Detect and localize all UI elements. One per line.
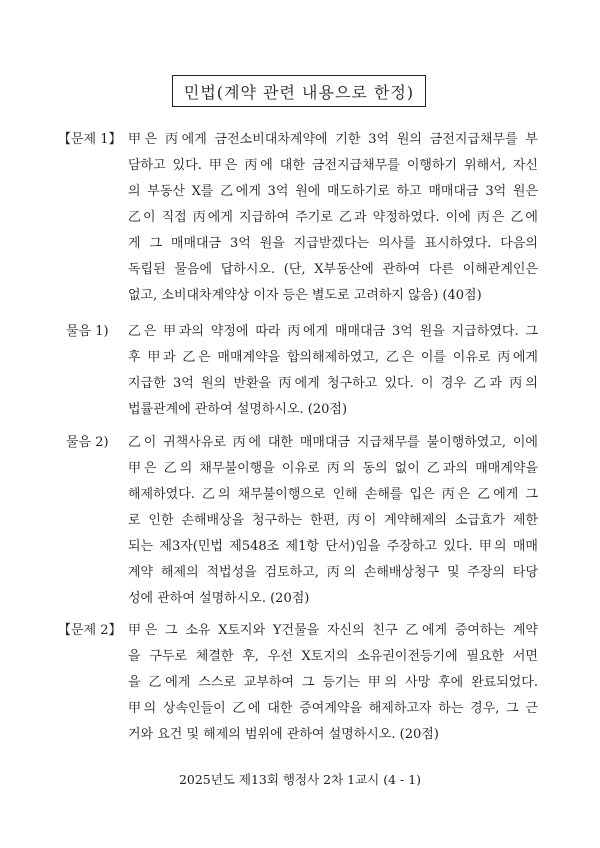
text-line: 후 甲과 乙은 매매계약을 합의해제하였고, 乙은 이를 이유로 丙에게 (128, 350, 538, 365)
problem-label: 물음 1) (66, 324, 109, 339)
text-line: 乙이 귀책사유로 丙에 대한 매매대금 지급채무를 불이행하였고, 이에 (128, 435, 538, 450)
text-line: 게 그 매매대금 3억 원을 지급받겠다는 의사를 표시하였다. 다음의 (128, 236, 538, 251)
problem-label: 【문제 1】 (58, 132, 122, 147)
text-line: 을 구두로 체결한 후, 우선 X토지의 소유권이전등기에 필요한 서면 (128, 649, 538, 664)
text-line: 甲의 상속인들이 乙에 대한 증여계약을 해제하고자 하는 경우, 그 근 (128, 701, 538, 716)
text-line: 독립된 물음에 답하시오. (단, X부동산에 관하여 다른 이해관계인은 (128, 262, 538, 277)
text-line: 계약 해제의 적법성을 검토하고, 丙의 손해배상청구 및 주장의 타당 (128, 565, 538, 580)
page-footer: 2025년도 제13회 행정사 2차 1교시 (4 - 1) (178, 772, 422, 787)
text-line: 지급한 3억 원의 반환을 丙에게 청구하고 있다. 이 경우 乙과 丙의 (128, 376, 538, 391)
text-line: 甲은 그 소유 X토지와 Y건물을 자신의 친구 乙에게 증여하는 계약 (128, 623, 538, 638)
text-line: 甲은 丙에게 금전소비대차계약에 기한 3억 원의 금전지급채무를 부 (128, 132, 538, 147)
text-line: 乙은 甲과의 약정에 따라 丙에게 매매대금 3억 원을 지급하였다. 그 (128, 324, 538, 339)
text-line: 법률관계에 관하여 설명하시오. (20점) (128, 402, 348, 417)
question-1 (66, 319, 538, 423)
text-line: 거와 요건 및 해제의 범위에 관하여 설명하시오. (20점) (128, 727, 439, 742)
text-line: 乙이 직접 丙에게 지급하여 주기로 乙과 약정하였다. 이에 丙은 乙에 (128, 210, 538, 225)
text-line: 없고, 소비대차계약상 이자 등은 별도로 고려하지 않음) (40점) (128, 288, 482, 303)
problem-label: 물음 2) (66, 435, 109, 450)
problem-2 (58, 618, 538, 748)
text-line: 의 부동산 X를 乙에게 3억 원에 매도하기로 하고 매매대금 3억 원은 (128, 184, 538, 199)
text-line: 甲은 乙의 채무불이행을 이유로 丙의 동의 없이 乙과의 매매계약을 (128, 461, 538, 476)
question-2 (66, 430, 538, 612)
text-line: 성에 관하여 설명하시오. (20점) (128, 591, 310, 606)
text-line: 로 인한 손해배상을 청구하는 한편, 丙이 계약해제의 소급효가 제한 (128, 513, 538, 528)
text-line: 되는 제3자(민법 제548조 제1항 단서)임을 주장하고 있다. 甲의 매매 (128, 539, 538, 554)
problem-1 (58, 127, 538, 309)
text-line: 담하고 있다. 甲은 丙에 대한 금전지급채무를 이행하기 위해서, 자신 (128, 158, 538, 173)
text-line: 해제하였다. 乙의 채무불이행으로 인해 손해를 입은 丙은 乙에게 그 (128, 487, 538, 502)
exam-title: 민법(계약 관련 내용으로 한정) (172, 75, 426, 107)
text-line: 을 乙에게 스스로 교부하여 그 등기는 甲의 사망 후에 완료되었다. (128, 675, 538, 690)
problem-label: 【문제 2】 (58, 623, 122, 638)
